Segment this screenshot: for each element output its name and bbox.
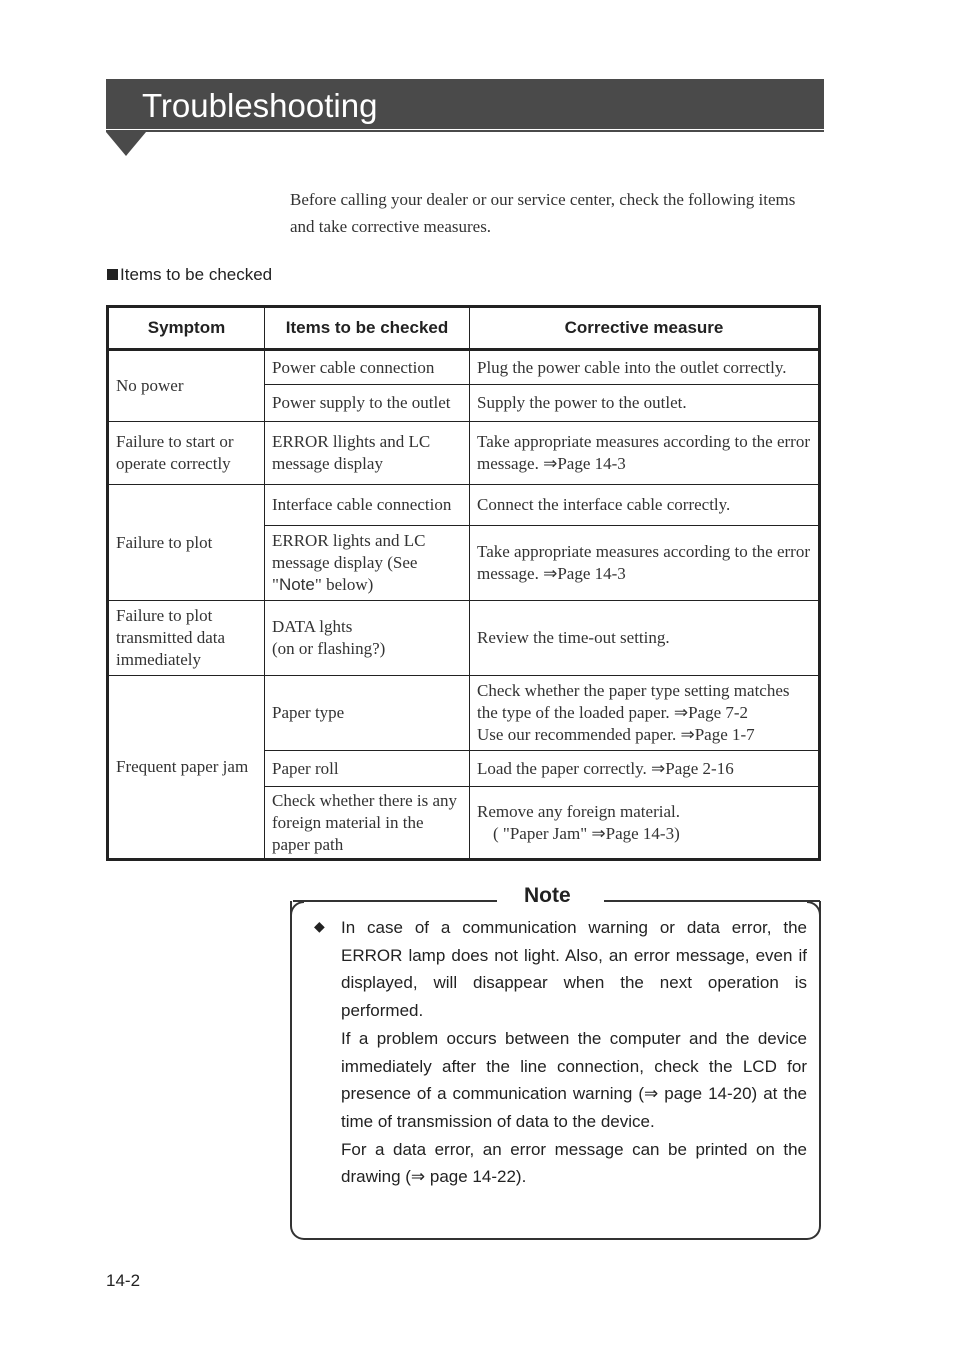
measure-line: ( "Paper Jam" ⇒Page 14-3) (493, 823, 680, 843)
note-paragraph: If a problem occurs between the computer and the device immediately after the line connection, check the LCD for presence of a communication warning (⇒ page 14-20) at the time of transmission of data to the device. (341, 1028, 807, 1131)
symptom-cell: Frequent paper jam (108, 676, 265, 860)
note-title: Note (524, 884, 571, 907)
item-text-post: " below) (314, 575, 374, 594)
item-cell: Paper type (265, 676, 470, 751)
measure-cell (470, 787, 820, 860)
col-header-measure: Corrective measure (470, 307, 820, 350)
measure-cell: Load the paper correctly. ⇒Page 2-16 (470, 751, 820, 787)
symptom-cell: No power (108, 350, 265, 422)
symptom-cell: Failure to plot (108, 485, 265, 601)
measure-line: Remove any foreign material. (477, 801, 680, 821)
measure-line: Check whether the paper type setting matches the type of the loaded paper. ⇒Page 7-2 (477, 681, 790, 722)
note-reference: Note (278, 575, 315, 594)
symptom-cell: Failure to plot transmitted data immediately (108, 601, 265, 676)
table-row (108, 601, 820, 676)
measure-cell: Connect the interface cable correctly. (470, 485, 820, 526)
item-text-pre: ERROR lights and LC message display (See " (272, 531, 426, 594)
item-cell: ERROR llights and LC message display (265, 422, 470, 485)
square-bullet-icon (107, 269, 118, 280)
diamond-bullet-icon: ◆ (314, 919, 325, 935)
col-header-items: Items to be checked (265, 307, 470, 350)
measure-cell: Plug the power cable into the outlet correctly. (470, 350, 820, 385)
page-number: 14-2 (106, 1271, 141, 1290)
item-cell (265, 601, 470, 676)
measure-line: Use our recommended paper. ⇒Page 1-7 (477, 725, 755, 744)
measure-cell: Take appropriate measures according to the error message. ⇒Page 14-3 (470, 526, 820, 601)
table-row (108, 676, 820, 751)
col-header-symptom: Symptom (108, 307, 265, 350)
item-line: DATA lghts (272, 617, 353, 636)
title-underline (106, 130, 824, 132)
intro-text: Before calling your dealer or our service center, check the following items and take corrective measures. (290, 190, 796, 236)
measure-cell: Take appropriate measures according to the error message. ⇒Page 14-3 (470, 422, 820, 485)
section-label (107, 265, 272, 285)
symptom-cell: Failure to start or operate correctly (108, 422, 265, 485)
table-row (108, 350, 820, 385)
item-cell: Paper roll (265, 751, 470, 787)
note-paragraph: In case of a communication warning or data error, the ERROR lamp does not light. Also, an error message, even if displayed, will disappear when the next operation is performed. (341, 918, 807, 1021)
note-body (341, 914, 807, 1191)
table-row (108, 422, 820, 485)
item-cell: Power cable connection (265, 350, 470, 385)
measure-cell: Review the time-out setting. (470, 601, 820, 676)
section-label-text: Items to be checked (120, 265, 273, 284)
page-title: Troubleshooting (142, 87, 378, 124)
item-cell: Interface cable connection (265, 485, 470, 526)
note-paragraph: For a data error, an error message can be printed on the drawing (⇒ page 14-22). (341, 1139, 807, 1187)
item-cell (265, 526, 470, 601)
item-cell: Power supply to the outlet (265, 385, 470, 422)
item-cell: Check whether there is any foreign material in the paper path (265, 787, 470, 860)
table-header-row (108, 307, 820, 350)
table-row (108, 485, 820, 526)
troubleshooting-table (106, 305, 821, 861)
item-line: (on or flashing?) (272, 639, 386, 658)
title-banner-notch (106, 132, 146, 156)
measure-cell: Supply the power to the outlet. (470, 385, 820, 422)
measure-cell (470, 676, 820, 751)
